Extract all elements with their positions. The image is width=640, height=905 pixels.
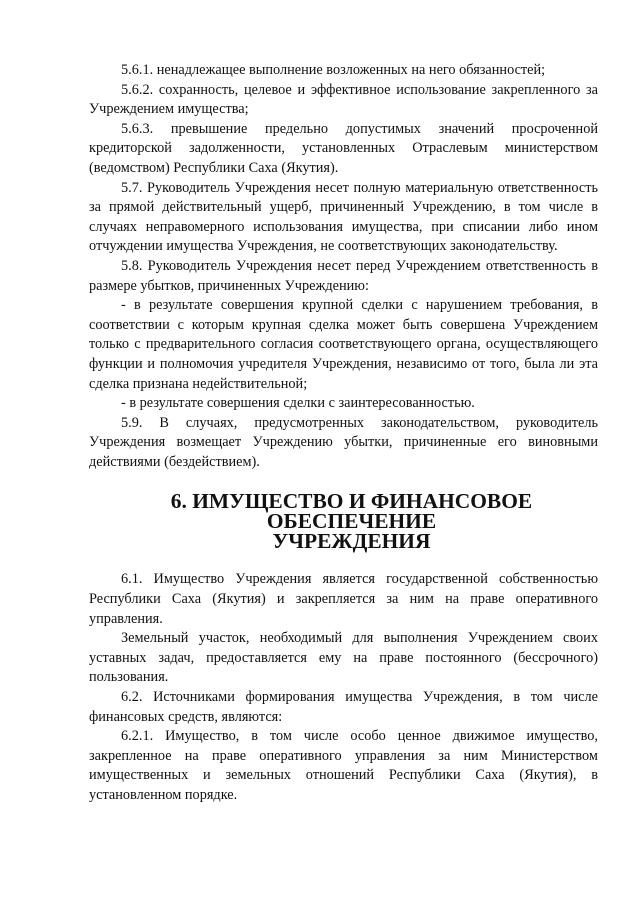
section-heading-line-2: УЧРЕЖДЕНИЯ	[272, 529, 431, 554]
paragraph-5-7: 5.7. Руководитель Учреждения несет полную материальную ответственность за прямой действительный ущерб, причиненный Учреждению, в том числе в случаях неправомерного использования имущества, при списании либо ином отчуждении имущества Учреждения, не соответствующих законодательству.	[89, 179, 598, 255]
document-page	[89, 61, 598, 806]
paragraph-5-8-item-1: - в результате совершения крупной сделки с нарушением требования, в соответствии с которым крупная сделка может быть совершена Учреждением только с предварительного согласия соответствующего органа, осуществляющего функции и полномочия учредителя Учреждения, независимо от того, была ли эта сделка признана недействительной;	[89, 297, 598, 392]
paragraph-6-2-1: 6.2.1. Имущество, в том числе особо ценное движимое имущество, закрепленное на праве оперативного управления за ним Министерством имущественных и земельных отношений Республики Саха (Якутия), в установленном порядке.	[89, 728, 598, 803]
paragraph-5-6-2: 5.6.2. сохранность, целевое и эффективное использование закрепленного за Учреждением имущества;	[89, 81, 598, 118]
paragraph-5-6-3: 5.6.3. превышение предельно допустимых значений просроченной кредиторской задолженности, установленных Отраслевым министерством (ведомством) Республики Саха (Якутия).	[89, 120, 598, 176]
paragraph-5-6-1: 5.6.1. ненадлежащее выполнение возложенных на него обязанностей;	[121, 62, 546, 78]
paragraph-land-plot: Земельный участок, необходимый для выполнения Учреждением своих уставных задач, предоставляется ему на праве постоянного (бессрочного) пользования.	[89, 630, 598, 686]
paragraph-6-1: 6.1. Имущество Учреждения является государственной собственностью Республики Саха (Якутия) и закрепляется за ним на праве оперативного управления.	[89, 571, 598, 627]
paragraph-5-8-item-2: - в результате совершения сделки с заинтересованностью.	[121, 395, 475, 412]
paragraph-6-2: 6.2. Источниками формирования имущества Учреждения, в том числе финансовых средств, являются:	[89, 689, 598, 725]
spacer	[89, 551, 598, 570]
section-heading-line-1: 6. ИМУЩЕСТВО И ФИНАНСОВОЕ ОБЕСПЕЧЕНИЕ	[170, 489, 533, 534]
paragraph-5-8: 5.8. Руководитель Учреждения несет перед Учреждением ответственность в размере убытков, причиненных Учреждению:	[89, 257, 598, 294]
section-heading	[89, 489, 598, 554]
paragraph-5-9: 5.9. В случаях, предусмотренных законодательством, руководитель Учреждения возмещает Учреждению убытки, причиненные его виновными действиями (бездействием).	[89, 414, 598, 470]
